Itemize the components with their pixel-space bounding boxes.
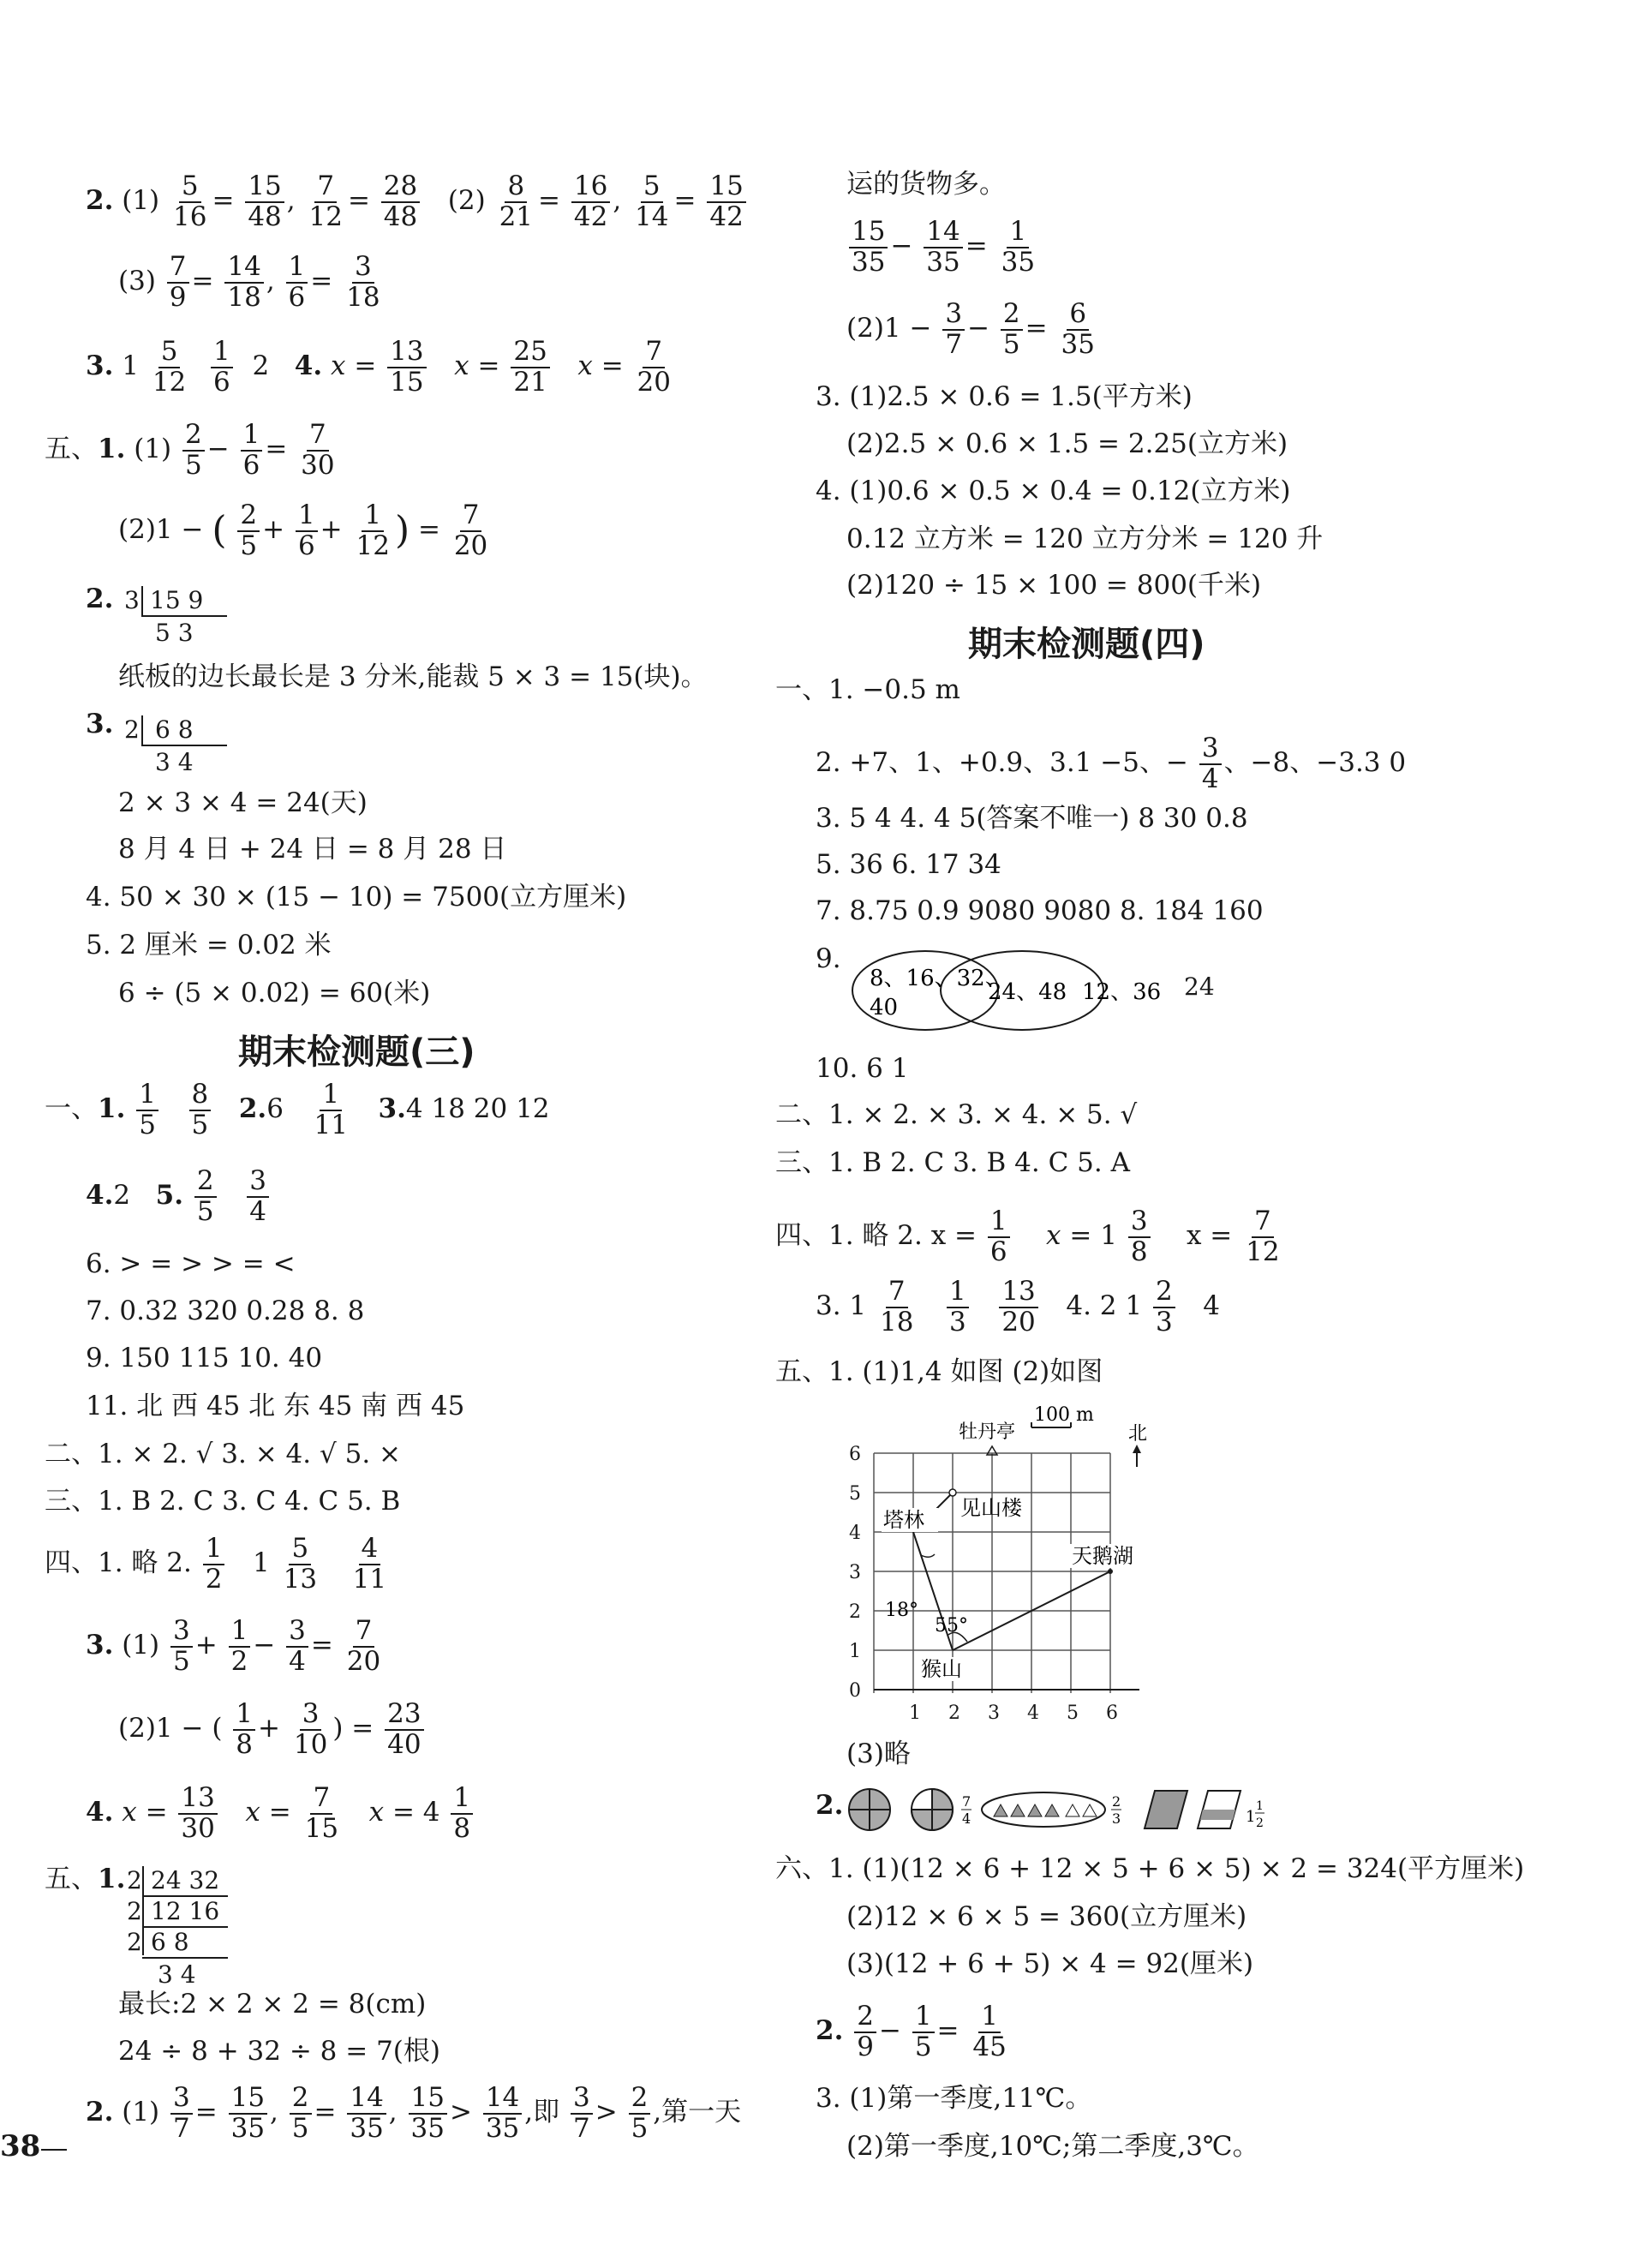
r-3a: 3. (1)2.5 × 0.6 = 1.5(平方米) <box>816 381 1193 412</box>
svg-text:4: 4 <box>962 1810 971 1827</box>
x-tick: 5 <box>1067 1702 1079 1724</box>
x-tick: 3 <box>988 1702 1000 1724</box>
page-number-dash <box>41 2149 67 2151</box>
r-4b: 0.12 立方米 = 120 立方分米 = 120 升 <box>846 524 1324 554</box>
angle-55-label: 55° <box>935 1615 968 1637</box>
x-tick: 2 <box>948 1702 960 1724</box>
y-tick: 0 <box>849 1680 861 1702</box>
ans-3-s4-4: 4. x = $\frac{13}{30}$ x = $\frac{7}{15}$ x = 4 $\frac{1}{8}$ <box>86 1785 475 1842</box>
tower-label: 塔林 <box>883 1508 924 1532</box>
y-tick: 3 <box>849 1562 861 1583</box>
venn-diagram <box>844 941 1187 1037</box>
r4-s6c: (3)(12 + 6 + 5) × 4 = 92(厘米) <box>846 1948 1254 1979</box>
r4-s4: 四、1. 略 2. x = $\frac{1}{6}$ x = 1 $\frac{3}{8}$ x = $\frac{7}{12}$ <box>775 1206 1280 1267</box>
r-line1: $\frac{15}{35}$ − $\frac{14}{35}$ = $\frac{1}{35}$ <box>846 218 1040 276</box>
short-division-2: 3 15 9 5 3 <box>124 586 244 646</box>
ans-s5-3-t2: 8 月 4 日 + 24 日 = 8 月 28 日 <box>118 834 507 865</box>
svg-text:7: 7 <box>962 1793 971 1810</box>
x-tick: 1 <box>909 1702 921 1724</box>
r-4a: 4. (1)0.6 × 0.5 × 0.4 = 0.12(立方米) <box>816 476 1291 506</box>
r4-s6b: (2)12 × 6 × 5 = 360(立方厘米) <box>846 1901 1247 1932</box>
ans-s5-2-num: 2. <box>86 583 114 614</box>
ans-3-q1: 一、1. $\frac{1}{5}$ $\frac{8}{5}$ 2.6 $\frac{1}{11}$ 3.4 18 20 12 <box>45 1079 550 1140</box>
ans-3-s4-1: 四、1. 略 2. $\frac{1}{2}$ 1 $\frac{5}{13}$ $\frac{4}{11}$ <box>45 1533 387 1595</box>
r4-q5: 5. 36 6. 17 34 <box>816 849 1001 880</box>
r4-s3: 三、1. B 2. C 3. B 4. C 5. A <box>775 1147 1130 1178</box>
r-3b: (2)2.5 × 0.6 × 1.5 = 2.25(立方米) <box>846 428 1288 459</box>
r4-s6-3b: (2)第一季度,10℃;第二季度,3℃。 <box>846 2131 1259 2162</box>
y-tick: 1 <box>849 1641 861 1662</box>
r4-q1: 一、1. −0.5 m <box>775 674 960 705</box>
peony-pavilion-label: 牡丹亭 <box>959 1421 1016 1443</box>
monkey-hill-label: 猴山 <box>921 1657 962 1681</box>
ans-l2a: 2. (1) $\frac{5}{16}$ = $\frac{15}{48}$ , $\frac{7}{12}$ = $\frac{28}{48}$ (2) $\frac{8}{21}$ = $\frac{16}{42}$ , $\frac{5}{14}$ = $\frac{15}{42}$ <box>86 173 749 230</box>
north-label: 北 <box>1128 1423 1148 1445</box>
short-division-24-32: 2 2 2 24 32 12 16 6 8 3 4 <box>127 1866 247 1995</box>
ans-3-s5-1-label: 五、1. <box>45 1864 126 1894</box>
r4-q3: 3. 5 4 4. 4 5(答案不唯一) 8 30 0.8 <box>816 803 1248 834</box>
svg-text:2: 2 <box>1256 1816 1264 1830</box>
ans-3-s4-3b: (2)1 − ( $\frac{1}{8}$ + $\frac{3}{10}$ ) = $\frac{23}{40}$ <box>118 1701 427 1758</box>
ans-3-q11: 11. 北 西 45 北 东 45 南 西 45 <box>86 1391 465 1421</box>
page-number: 38 <box>0 2129 41 2163</box>
svg-text:1: 1 <box>1256 1799 1264 1813</box>
swan-lake-label: 天鹅湖 <box>1072 1544 1133 1568</box>
r4-s2: 二、1. × 2. × 3. × 4. × 5. √ <box>775 1099 1138 1130</box>
ans-s5-4: 4. 50 × 30 × (15 − 10) = 7500(立方厘米) <box>86 882 627 913</box>
short-division-3: 2 6 8 3 4 <box>124 715 244 775</box>
ans-s5-1a: 五、1. (1) $\frac{2}{5}$ − $\frac{1}{6}$ = $\frac{7}{30}$ <box>45 419 335 481</box>
ans-3-s2: 二、1. × 2. √ 3. × 4. √ 5. × <box>45 1439 402 1469</box>
y-tick: 2 <box>849 1601 861 1623</box>
ans-3-q7: 7. 0.32 320 0.28 8. 8 <box>86 1296 365 1326</box>
r4-s6-2: 2. $\frac{2}{9}$ − $\frac{1}{5}$ = $\frac{1}{45}$ <box>816 2001 1007 2062</box>
jianshan-label: 见山楼 <box>960 1496 1022 1520</box>
ans-3-s4-3a: 3. (1) $\frac{3}{5}$ + $\frac{1}{2}$ − $\frac{3}{4}$ = $\frac{7}{20}$ <box>86 1615 381 1677</box>
scale-label: 100 m <box>1034 1404 1094 1426</box>
section-title-4: 期末检测题(四) <box>968 625 1205 664</box>
venn-intersection: 24、48 <box>988 979 1067 1005</box>
ans-3-s5-1-t1: 最长:2 × 2 × 2 = 8(cm) <box>118 1989 427 2020</box>
ans-s5-5b: 6 ÷ (5 × 0.02) = 60(米) <box>118 978 431 1008</box>
venn-right-set: 12、36 <box>1082 979 1162 1005</box>
x-tick: 4 <box>1027 1702 1039 1724</box>
r-4c: (2)120 ÷ 15 × 100 = 800(千米) <box>846 570 1262 601</box>
y-tick: 5 <box>849 1483 861 1505</box>
r4-s4-3: 3. 1 $\frac{7}{18}$ $\frac{1}{3}$ $\frac{13}{20}$ 4. 2 1 $\frac{2}{3}$ 4 <box>816 1276 1220 1337</box>
parallelogram-shape-icon <box>1145 1791 1187 1828</box>
r4-s6-3a: 3. (1)第一季度,11℃。 <box>816 2083 1092 2114</box>
ans-3-q9: 9. 150 115 10. 40 <box>86 1343 323 1373</box>
section-title-3: 期末检测题(三) <box>238 1032 475 1072</box>
venn-left-set-2: 40 <box>870 995 899 1020</box>
r4-q10: 10. 6 1 <box>816 1053 909 1084</box>
r4-s5: 五、1. (1)1,4 如图 (2)如图 <box>775 1356 1103 1387</box>
y-tick: 4 <box>849 1523 861 1544</box>
r-line0: 运的货物多。 <box>846 169 1006 200</box>
fraction-shapes <box>846 1784 1309 1835</box>
ans-s5-1b: (2)1 − ( $\frac{2}{5}$ + $\frac{1}{6}$ + $\frac{1}{12}$ ) = $\frac{7}{20}$ <box>118 500 488 561</box>
ans-s5-3-t1: 2 × 3 × 4 = 24(天) <box>118 787 368 818</box>
svg-text:3: 3 <box>1112 1810 1121 1827</box>
park-map <box>844 1398 1152 1724</box>
ans-3-q4: 4.2 5. $\frac{2}{5}$ $\frac{3}{4}$ <box>86 1168 272 1225</box>
ans-3-s5-1-t2: 24 ÷ 8 + 32 ÷ 8 = 7(根) <box>118 2036 440 2067</box>
y-tick: 6 <box>849 1444 861 1465</box>
ans-s5-2-text: 纸板的边长最长是 3 分米,能裁 5 × 3 = 15(块)。 <box>118 661 708 692</box>
ans-3-q6: 6. > = > > = < <box>86 1248 296 1279</box>
r-line2: (2)1 − $\frac{3}{7}$ − $\frac{2}{5}$ = $\frac{6}{35}$ <box>846 298 1095 360</box>
r4-q2: 2. +7、1、+0.9、3.1 −5、− $\frac{3}{4}$ 、−8、−3.3 0 <box>816 733 1407 794</box>
ans-3-s3: 三、1. B 2. C 3. C 4. C 5. B <box>45 1486 401 1517</box>
x-tick: 6 <box>1106 1702 1118 1724</box>
r4-s5-2-num: 2. <box>816 1790 844 1821</box>
r4-q9-num: 9. <box>816 943 841 974</box>
angle-18-label: 18° <box>885 1600 918 1621</box>
ans-3-s5-2: 2. (1) $\frac{3}{7}$ = $\frac{15}{35}$ , $\frac{2}{5}$ = $\frac{14}{35}$ , $\frac{15}{35}$ > $\frac{14}{35}$ ,即 $\frac{3}{7}$ > $\frac{2}{5}$ ,第一天 <box>86 2082 742 2144</box>
venn-left-set: 8、16、32、 <box>870 966 1007 991</box>
svg-text:2: 2 <box>1112 1793 1121 1810</box>
r4-q9-out: 24 <box>1184 972 1215 1001</box>
svg-text:1: 1 <box>1246 1808 1256 1826</box>
ans-l2b: (3) $\frac{7}{9}$ = $\frac{14}{18}$ , $\frac{1}{6}$ = $\frac{3}{18}$ <box>118 251 380 313</box>
r4-s6a: 六、1. (1)(12 × 6 + 12 × 5 + 6 × 5) × 2 = 324(平方厘米) <box>775 1853 1525 1884</box>
ans-s5-3-num: 3. <box>86 709 114 739</box>
r4-s5-3: (3)略 <box>846 1738 911 1769</box>
ans-l3: 3. 1 $\frac{5}{12}$ $\frac{1}{6}$ 2 4. x = $\frac{13}{15}$ x = $\frac{25}{21}$ x = $\frac{7}{20}$ <box>86 336 671 398</box>
r4-q7: 7. 8.75 0.9 9080 9080 8. 184 160 <box>816 895 1264 926</box>
ans-s5-5a: 5. 2 厘米 = 0.02 米 <box>86 930 332 960</box>
